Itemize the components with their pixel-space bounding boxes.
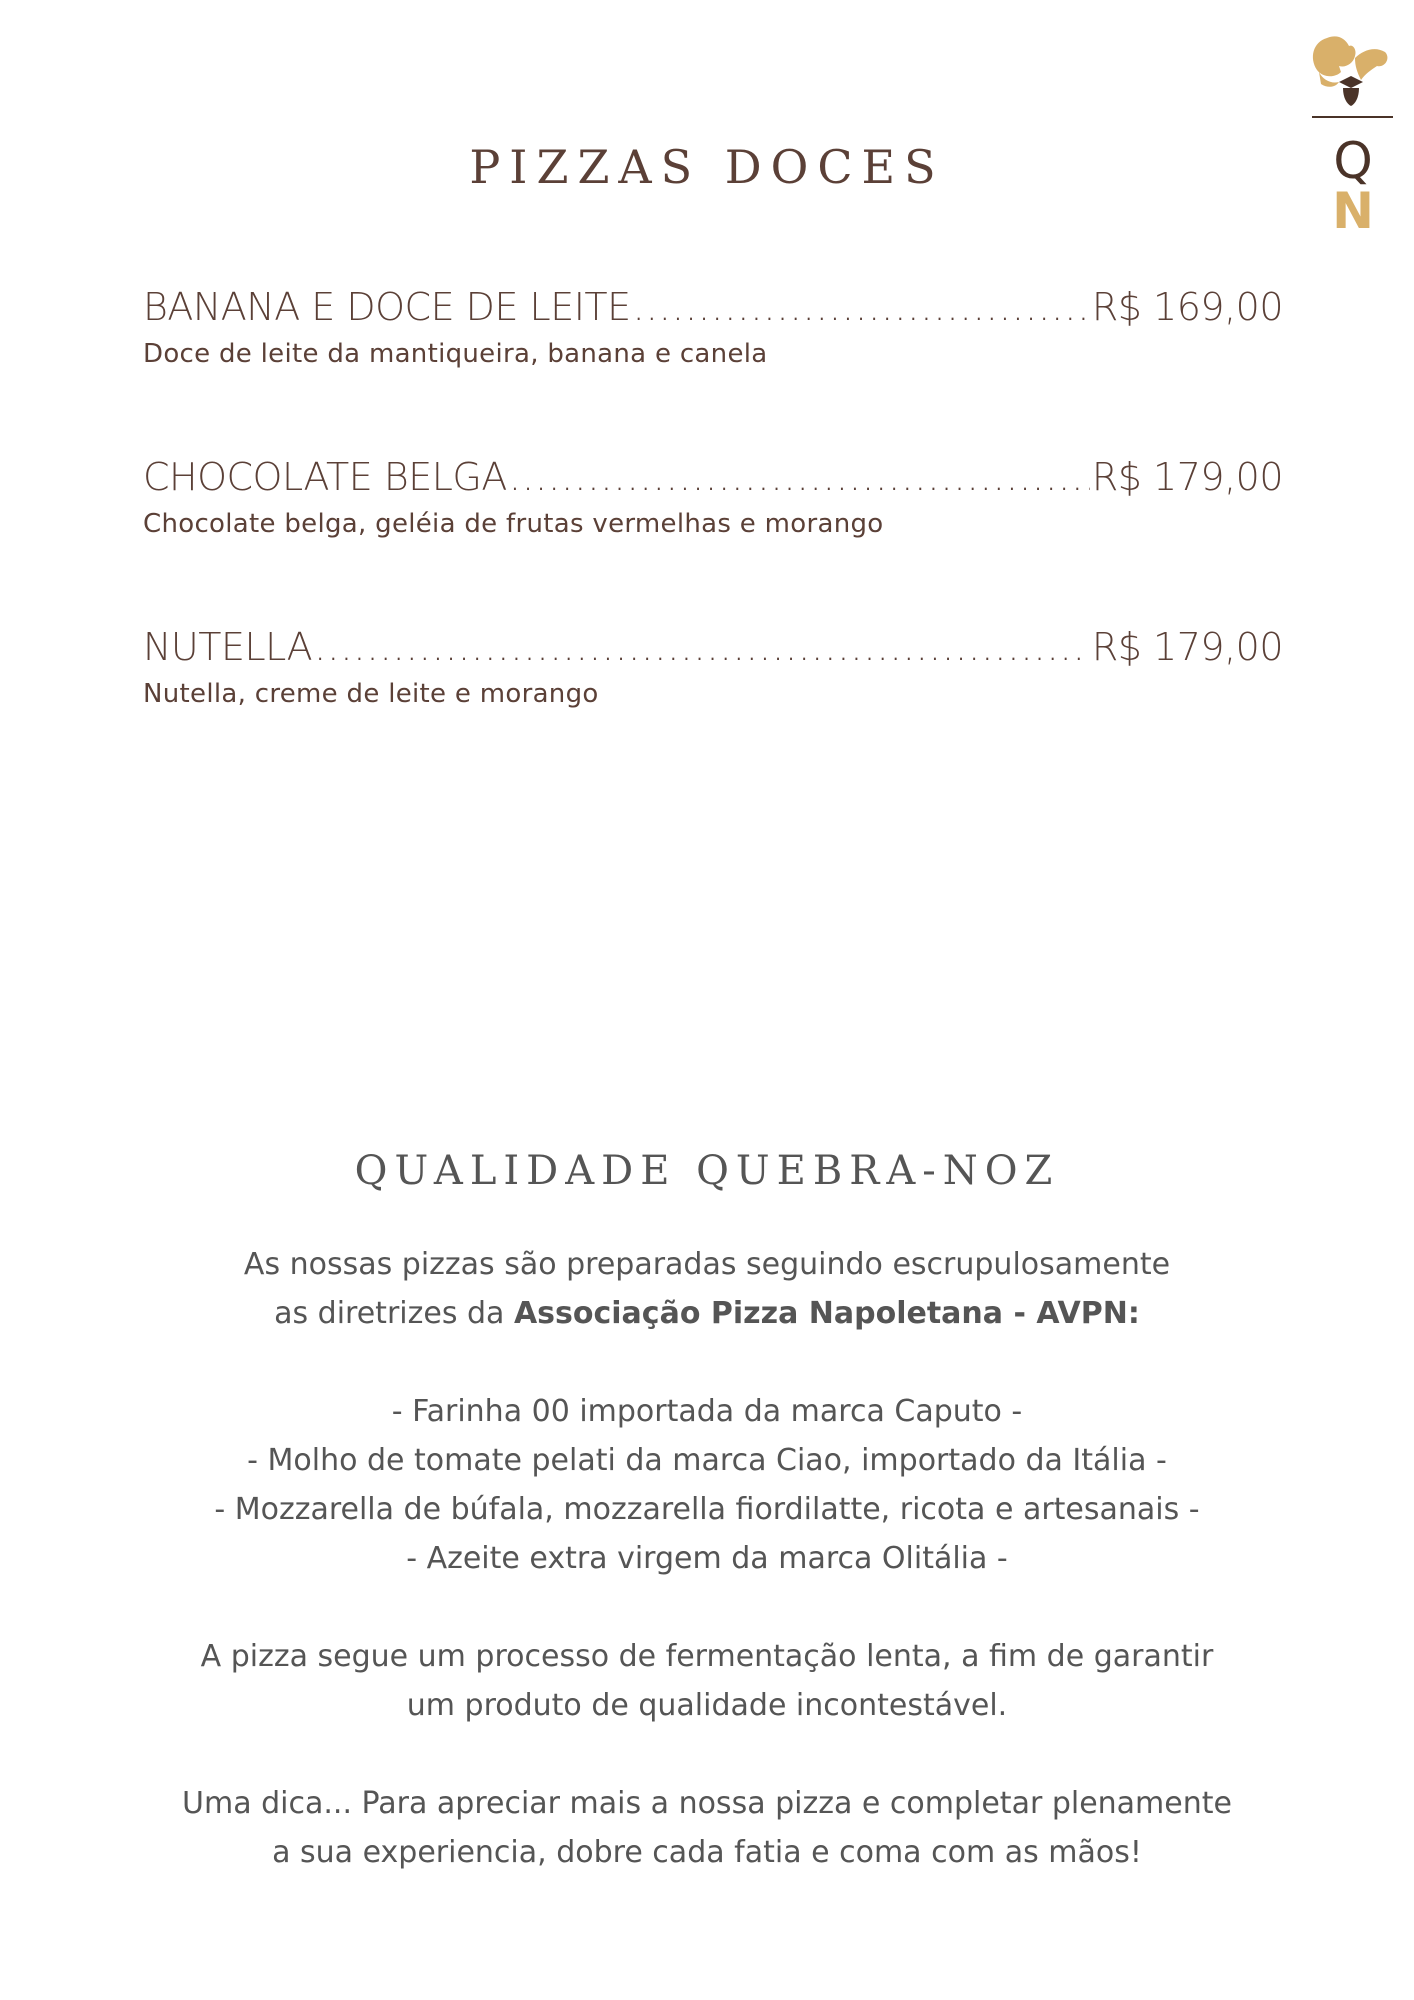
logo-letter-q: Q [1333,132,1373,190]
spacer [100,1583,1314,1632]
item-description: Doce de leite da mantiqueira, banana e canela [143,339,768,369]
item-price: R$ 169,00 [1091,285,1283,329]
quebra-noz-logo [1305,28,1395,228]
quality-title: QUALIDADE QUEBRA-NOZ [354,1148,1060,1194]
bullet-line: - Mozzarella de búfala, mozzarella fiordilatte, ricota e artesanais - [214,1492,1200,1527]
intro-line-2 [100,1289,1314,1338]
bullet-line: - Farinha 00 importada da marca Caputo - [391,1394,1023,1429]
process-line-1: A pizza segue um processo de fermentação lenta, a fim de garantir [200,1639,1214,1674]
logo-letter-n: N [1332,182,1374,228]
spacer [100,1730,1314,1779]
item-name: NUTELLA [143,625,313,669]
intro-line-1: As nossas pizzas são preparadas seguindo escrupulosamente [243,1247,1171,1282]
menu-item-header [143,455,1283,499]
tip-line-2: a sua experiencia, dobre cada fatia e coma com as mãos! [272,1835,1142,1870]
menu-item-header [143,285,1283,329]
menu-item [143,455,1283,625]
menu-item [143,625,1283,795]
dot-leader [509,455,1090,499]
bullet-line: - Molho de tomate pelati da marca Ciao, importado da Itália - [247,1443,1167,1478]
menu-item-header [143,625,1283,669]
menu-item [143,285,1283,455]
quality-body [100,1240,1314,1877]
spacer [100,1338,1314,1387]
squirrel-nut-logo-icon [1305,28,1395,228]
tip-line-1: Uma dica... Para apreciar mais a nossa pizza e completar plenamente [182,1786,1232,1821]
item-name: CHOCOLATE BELGA [143,455,507,499]
page-title: PIZZAS DOCES [469,140,945,194]
dot-leader [314,625,1090,669]
item-price: R$ 179,00 [1091,625,1283,669]
intro-line-2-prefix: as diretrizes da [274,1296,514,1331]
item-description: Chocolate belga, geléia de frutas vermelhas e morango [143,509,884,539]
avpn-association: Associação Pizza Napoletana - AVPN: [513,1296,1140,1331]
item-description: Nutella, creme de leite e morango [143,679,599,709]
bullet-line: - Azeite extra virgem da marca Olitália - [406,1541,1008,1576]
process-line-2: um produto de qualidade incontestável. [406,1688,1008,1723]
dot-leader [633,285,1090,329]
item-name: BANANA E DOCE DE LEITE [143,285,631,329]
menu-items [143,285,1283,795]
item-price: R$ 179,00 [1091,455,1283,499]
